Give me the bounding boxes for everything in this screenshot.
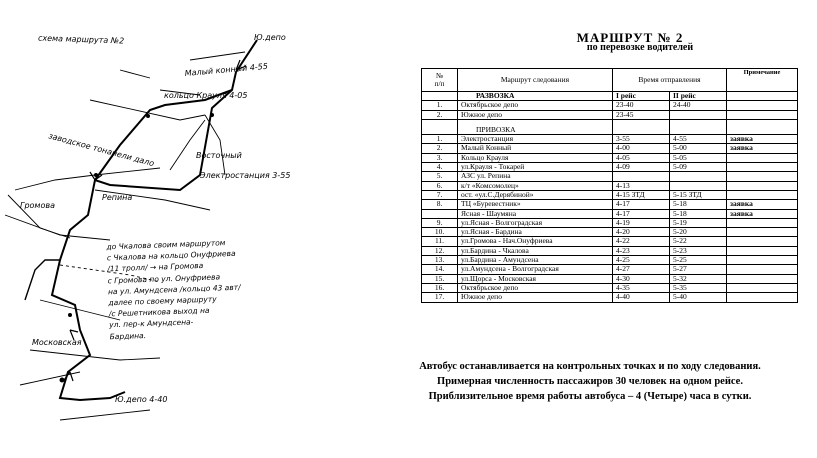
row-trip1-time: 4-35 (613, 283, 670, 292)
row-trip2-time: 5-19 (670, 218, 727, 227)
row-num: 15. (422, 274, 458, 283)
map-note-line: /11 тролл/ → на Громова (107, 261, 204, 274)
row-note (727, 256, 798, 265)
map-label-vostochny: Восточный (196, 151, 242, 160)
map-label-depot: Ю.депо (254, 33, 286, 42)
table-row (422, 144, 798, 153)
row-num: 9. (422, 218, 458, 227)
map-label-moskovskaya: Московская (32, 338, 82, 347)
row-note (727, 181, 798, 190)
header-route: Маршрут следования (458, 69, 613, 92)
table-row (422, 237, 798, 246)
row-note: заявка (727, 200, 798, 209)
row-trip2-time: 4-55 (670, 135, 727, 144)
route-map-drawing (0, 0, 340, 458)
row-trip1-time: 4-20 (613, 228, 670, 237)
map-label-gromova: Громова (20, 201, 55, 210)
row-num: 13. (422, 256, 458, 265)
header-note: Примечание (727, 69, 798, 92)
header-num: № п/п (422, 69, 458, 92)
route-scheme-map (0, 0, 340, 458)
document-subtitle: по перевозке водителей (586, 42, 694, 53)
map-route-note (106, 235, 299, 342)
map-note-line: с Громова по ул. Онуфриева (107, 272, 221, 285)
footer-line-3: Приблизительное время работы автобуса – 4 (Четыре) часа в сутки. (428, 391, 752, 402)
row-note (727, 101, 798, 110)
row-trip1-time: 4-17 (613, 209, 670, 218)
table-row (422, 101, 798, 110)
row-note: заявка (727, 144, 798, 153)
row-num: 5. (422, 172, 458, 181)
row-route: ул.Крауля - Токарей (458, 163, 613, 172)
trip-2-header: II рейс (670, 92, 727, 101)
row-trip2-time: 5-15 ЗТД (670, 190, 727, 199)
schedule-table (421, 68, 798, 303)
row-route: Октябрьское депо (458, 283, 613, 292)
section-razvozka: РАЗВОЗКА (458, 92, 613, 101)
map-note-line: на ул. Амундсена /кольцо 43 авт/ (107, 282, 241, 297)
row-route: Кольцо Крауля (458, 153, 613, 162)
row-num: 17. (422, 293, 458, 302)
row-route: Октябрьское депо (458, 101, 613, 110)
row-trip1-time: 4-19 (613, 218, 670, 227)
row-route: ул.Щорса - Московская (458, 274, 613, 283)
row-trip2-time: 5-25 (670, 256, 727, 265)
row-trip2-time: 5-22 (670, 237, 727, 246)
row-trip1-time: 4-22 (613, 237, 670, 246)
row-num: 14. (422, 265, 458, 274)
row-trip1-time: 3-55 (613, 135, 670, 144)
row-route: ост. «ул.С.Дерябиной» (458, 190, 613, 199)
trip-1-header: I рейс (613, 92, 670, 101)
map-label-electrostancia: Электростанция 3-55 (200, 171, 291, 180)
row-trip2-time: 24-40 (670, 101, 727, 110)
row-route: ул.Амундсена - Волгоградская (458, 265, 613, 274)
row-route: ТЦ «Буревестник» (458, 200, 613, 209)
table-row (422, 200, 798, 209)
row-trip1-time: 23-40 (613, 101, 670, 110)
row-trip2-time: 5-40 (670, 293, 727, 302)
row-num: 12. (422, 246, 458, 255)
row-note (727, 218, 798, 227)
row-note: заявка (727, 209, 798, 218)
map-title: схема маршрута №2 (37, 33, 125, 46)
row-route: Электростанция (458, 135, 613, 144)
row-route: АЗС ул. Репина (458, 172, 613, 181)
row-num: 2. (422, 144, 458, 153)
row-trip2-time: 5-18 (670, 209, 727, 218)
row-trip2-time: 5-00 (670, 144, 727, 153)
section-privozka: ПРИВОЗКА (458, 119, 613, 134)
map-note-line: до Чкалова своим маршрутом (106, 238, 226, 252)
row-trip2-time: 5-35 (670, 283, 727, 292)
footer-line-1: Автобус останавливается на контрольных точках и по ходу следования. (419, 361, 761, 372)
row-route: к/т «Комсомолец» (458, 181, 613, 190)
table-row (422, 209, 798, 218)
row-trip1-time: 4-30 (613, 274, 670, 283)
row-route: Малый Конный (458, 144, 613, 153)
row-note (727, 163, 798, 172)
row-trip2-time: 5-20 (670, 228, 727, 237)
row-trip1-time: 4-40 (613, 293, 670, 302)
map-note-line: Бардина. (109, 330, 147, 341)
row-trip2-time (670, 172, 727, 181)
row-num: 2. (422, 110, 458, 119)
row-trip1-time (613, 172, 670, 181)
row-trip2-time: 5-23 (670, 246, 727, 255)
row-trip1-time: 4-13 (613, 181, 670, 190)
row-num: 10. (422, 228, 458, 237)
row-trip1-time: 23-45 (613, 110, 670, 119)
row-note: заявка (727, 135, 798, 144)
row-note (727, 246, 798, 255)
table-row (422, 265, 798, 274)
row-note (727, 110, 798, 119)
document-title: МАРШРУТ № 2 (576, 30, 684, 45)
row-route: ул.Бардина - Амундсена (458, 256, 613, 265)
table-row (422, 293, 798, 302)
map-label-yug-depo: Ю.депо 4-40 (115, 395, 168, 404)
row-route: ул.Громова - Нач.Онуфриева (458, 237, 613, 246)
row-note (727, 172, 798, 181)
footer-line-2: Примерная численность пассажиров 30 человек на одном рейсе. (437, 376, 743, 387)
row-trip1-time: 4-17 (613, 200, 670, 209)
row-route: Ясная - Шаумяна (458, 209, 613, 218)
row-trip2-time: 5-18 (670, 200, 727, 209)
row-trip1-time: 4-05 (613, 153, 670, 162)
map-note-line: с Чкалова на кольцо Онуфриева (106, 249, 236, 263)
row-note (727, 228, 798, 237)
row-note (727, 274, 798, 283)
map-note-line: /с Решетникова выход на (108, 306, 210, 319)
row-num: 1. (422, 101, 458, 110)
row-trip1-time: 4-00 (613, 144, 670, 153)
section-row (422, 119, 798, 134)
map-note-line: ул. пер-к Амундсена- (109, 317, 194, 330)
table-row (422, 110, 798, 119)
row-trip2-time (670, 110, 727, 119)
row-trip1-time: 4-09 (613, 163, 670, 172)
schedule-body (422, 92, 798, 303)
row-note (727, 283, 798, 292)
row-note (727, 265, 798, 274)
row-note (727, 153, 798, 162)
row-num: 7. (422, 190, 458, 199)
row-trip2-time: 5-27 (670, 265, 727, 274)
row-note (727, 293, 798, 302)
row-note (727, 237, 798, 246)
row-num: 6. (422, 181, 458, 190)
map-label-azs: заводское тонанели дало (47, 131, 156, 169)
row-route: Южное депо (458, 293, 613, 302)
row-route: ул.Ясная - Волгоградская (458, 218, 613, 227)
row-trip1-time: 4-23 (613, 246, 670, 255)
row-trip1-time: 4-15 ЗТД (613, 190, 670, 199)
row-trip1-time: 4-25 (613, 256, 670, 265)
row-trip1-time: 4-27 (613, 265, 670, 274)
row-num (422, 209, 458, 218)
row-trip2-time: 5-05 (670, 153, 727, 162)
map-label-koltso-kraula: кольцо Крауля 4-05 (164, 91, 248, 100)
row-num: 1. (422, 135, 458, 144)
row-num: 16. (422, 283, 458, 292)
row-trip2-time: 5-32 (670, 274, 727, 283)
row-route: Южное депо (458, 110, 613, 119)
map-label-maly-konny: Малый конный 4-55 (184, 61, 269, 78)
row-num: 11. (422, 237, 458, 246)
map-label-repin: Репина (102, 193, 133, 202)
row-trip2-time: 5-09 (670, 163, 727, 172)
row-route: ул.Ясная - Бардина (458, 228, 613, 237)
row-num: 4. (422, 163, 458, 172)
row-num: 8. (422, 200, 458, 209)
map-note-line: далее по своему маршруту (108, 294, 217, 308)
row-route: ул.Бардина - Чкалова (458, 246, 613, 255)
header-time: Время отправления (613, 69, 727, 92)
row-num: 3. (422, 153, 458, 162)
table-row (422, 172, 798, 181)
